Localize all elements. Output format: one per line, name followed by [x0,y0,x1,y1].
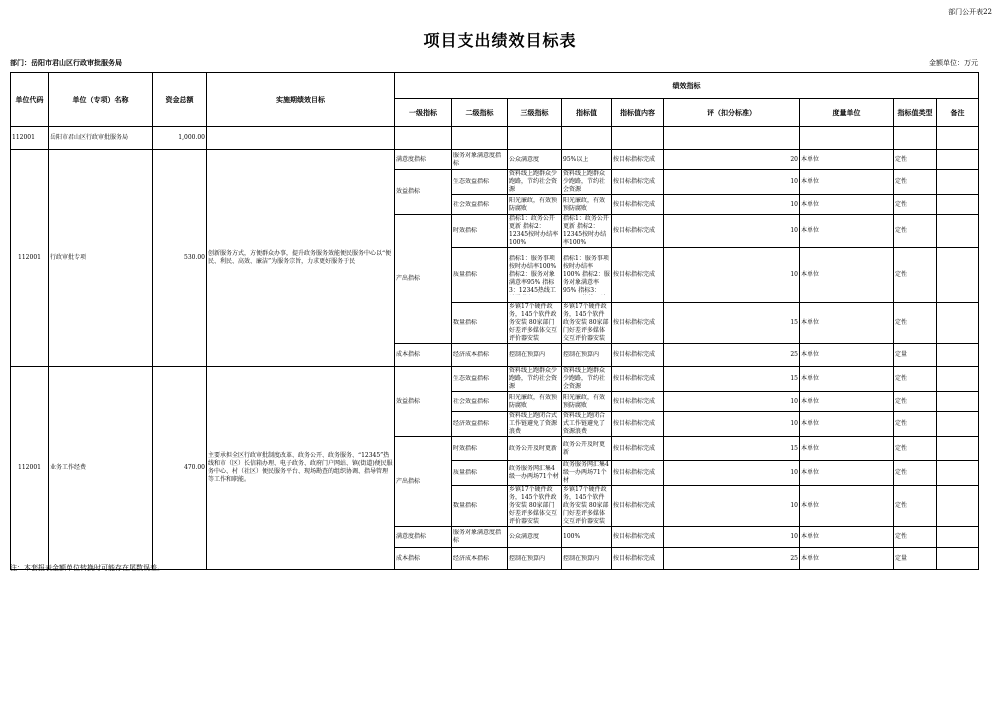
summary-code: 112001 [11,127,49,150]
indicator-level3 [508,461,562,486]
indicator-value [562,486,612,527]
indicator-remark [937,548,979,570]
indicator-measure: 本单位 [800,461,894,486]
indicator-score: 25 [664,344,800,367]
project-name: 行政审批专项 [49,150,153,367]
indicator-level2-text: 社会效益指标 [453,397,490,405]
indicator-level3-text: 政务服务网汇集4级一办两场71个材 [509,465,559,480]
indicator-type: 定性 [894,303,937,344]
indicator-remark [937,437,979,461]
indicator-content: 按目标指标完成 [612,367,664,392]
project-target: 创新服务方式，方便群众办事，提升政务服务效能便民服务中心以“便民、利民、高效、廉洁”为服务宗旨，力求更好服务于民 [207,150,395,367]
indicator-level2-text: 生态效益指标 [453,375,490,382]
indicator-value [562,548,612,570]
indicator-value [562,248,612,303]
page-title: 项目支出绩效目标表 [423,31,577,50]
indicator-measure: 本单位 [800,344,894,367]
indicator-level2 [452,437,508,461]
indicator-level3-text: 乡镇17个硬件政务，145个软件政务安装 80家部门好差评多媒体交互评价器安装 [509,303,558,342]
indicator-level2-text: 质量指标 [453,271,478,278]
indicator-level2 [452,461,508,486]
indicator-content: 按目标指标完成 [612,412,664,437]
indicator-level3-text: 指标1：服务事项按时办结率100% 指标2：服务对象满意率95% 指标3：12345热线工 [509,255,557,294]
project-amount: 530.00 [153,150,207,367]
indicator-measure: 本单位 [800,437,894,461]
indicator-score: 20 [664,150,800,170]
indicator-level2-text: 质量指标 [453,469,478,476]
indicator-remark [937,461,979,486]
indicator-level2-text: 生态效益指标 [453,178,490,185]
indicator-content: 按目标指标完成 [612,303,664,344]
indicator-level2 [452,548,508,570]
indicator-level3 [508,486,562,527]
indicator-type: 定性 [894,195,937,215]
indicator-value [562,412,612,437]
indicator-level3 [508,215,562,248]
indicator-value [562,527,612,548]
indicator-level2-text: 社会效益指标 [453,200,490,208]
indicator-level2-text: 经济效益指标 [453,420,490,427]
header-score: 评（扣分标准） [664,99,800,127]
indicator-value-text: 指标1：政务公开更新 指标2：12345按时办结率100% [563,215,609,246]
indicator-content: 按目标指标完成 [612,248,664,303]
project-code: 112001 [11,367,49,570]
indicator-score: 10 [664,392,800,412]
indicator-level2-text: 时效指标 [453,444,478,452]
indicator-type: 定性 [894,412,937,437]
indicator-level1: 产出指标 [395,215,452,344]
indicator-level2 [452,150,508,170]
indicator-content: 按目标指标完成 [612,392,664,412]
indicator-type: 定性 [894,527,937,548]
header-unit-code: 单位代码 [11,73,49,127]
indicator-content: 按目标指标完成 [612,150,664,170]
indicator-content: 按目标指标完成 [612,344,664,367]
indicator-value-text: 资料线上跑闭合式工作链避免了资源浪费 [563,412,606,435]
header-remark: 备注 [937,99,979,127]
indicator-value-text: 乡镇17个硬件政务，145个软件政务安装 80家部门好差评多媒体交互评价器安装 [563,303,609,342]
indicator-measure: 本单位 [800,248,894,303]
header-lvl2: 二级指标 [452,99,508,127]
indicator-level2-text: 服务对象满意度指标 [453,151,502,167]
indicator-value-text: 95%以上 [563,155,589,163]
indicator-measure: 本单位 [800,170,894,195]
indicator-content: 按目标指标完成 [612,195,664,215]
indicator-level3 [508,412,562,437]
indicator-type: 定性 [894,248,937,303]
indicator-level1: 效益指标 [395,367,452,437]
summary-name: 岳阳市君山区行政审批服务局 [49,127,153,150]
indicator-level3-text: 资料线上跑闭合式工作链避免了资源浪费 [509,412,558,435]
indicator-measure: 本单位 [800,367,894,392]
indicator-type: 定性 [894,150,937,170]
indicator-score: 15 [664,437,800,461]
indicator-measure: 本单位 [800,527,894,548]
indicator-score: 15 [664,303,800,344]
indicator-remark [937,170,979,195]
indicator-value [562,150,612,170]
indicator-content: 按目标指标完成 [612,215,664,248]
indicator-score: 10 [664,527,800,548]
header-lvl3: 三级指标 [508,99,562,127]
indicator-level3-text: 政务公开及时更新 [509,444,558,452]
indicator-remark [937,150,979,170]
indicator-level3-text: 乡镇17个硬件政务，145个软件政务安装 80家部门好差评多媒体交互评价器安装 [509,486,558,525]
indicator-level2 [452,170,508,195]
indicator-level2 [452,527,508,548]
report-number: 部门公开表22 [948,8,992,16]
indicator-content: 按目标指标完成 [612,437,664,461]
indicator-row [11,367,979,392]
indicator-level2 [452,392,508,412]
indicator-type: 定性 [894,461,937,486]
indicator-value-text: 阳光廉政，有效预防腐败 [563,393,606,409]
indicator-value [562,344,612,367]
indicator-value [562,437,612,461]
indicator-content: 按目标指标完成 [612,170,664,195]
indicator-value [562,303,612,344]
indicator-level3-text: 资料线上跑群众少跑路，节约社会资源 [509,367,558,390]
indicator-value [562,392,612,412]
header-unit-name: 单位（专项）名称 [49,73,153,127]
indicator-level2 [452,486,508,527]
indicator-type: 定性 [894,215,937,248]
indicator-score: 25 [664,548,800,570]
amount-unit-label: 金额单位：万元 [929,59,978,67]
indicator-value-text: 资料线上跑群众少跑路，节约社会资源 [563,170,606,193]
project-amount: 470.00 [153,367,207,570]
indicator-measure: 本单位 [800,195,894,215]
indicator-level3 [508,437,562,461]
indicator-level3-text: 资料线上跑群众少跑路，节约社会资源 [509,170,558,193]
indicator-level3-text: 控制在预算内 [509,351,546,358]
indicator-level3 [508,344,562,367]
indicator-remark [937,344,979,367]
indicator-remark [937,367,979,392]
indicator-level3-text: 公众满意度 [509,155,540,163]
project-code: 112001 [11,150,49,367]
indicator-level2 [452,303,508,344]
indicator-content: 按目标指标完成 [612,461,664,486]
indicator-measure: 本单位 [800,215,894,248]
indicator-type: 定性 [894,367,937,392]
indicator-value [562,195,612,215]
indicator-value-text: 乡镇17个硬件政务，145个软件政务安装 80家部门好差评多媒体交互评价器安装 [563,486,609,525]
summary-amount: 1,000.00 [153,127,207,150]
indicator-remark [937,215,979,248]
header-content: 指标值内容 [612,99,664,127]
header-target: 实施期绩效目标 [207,73,395,127]
indicator-level3 [508,392,562,412]
indicator-value-text: 控制在预算内 [563,351,600,358]
header-lvl1: 一级指标 [395,99,452,127]
header-measure: 度量单位 [800,99,894,127]
indicator-value [562,461,612,486]
indicator-level3 [508,195,562,215]
indicator-score: 10 [664,195,800,215]
indicator-score: 10 [664,486,800,527]
indicator-value [562,215,612,248]
indicator-score: 10 [664,248,800,303]
indicator-score: 10 [664,412,800,437]
indicator-remark [937,392,979,412]
indicator-level2 [452,195,508,215]
indicator-type: 定性 [894,392,937,412]
indicator-value-text: 资料线上跑群众少跑路，节约社会资源 [563,367,606,390]
indicator-value [562,367,612,392]
indicator-type: 定性 [894,170,937,195]
indicator-level1: 满意度指标 [395,527,452,548]
indicator-level3 [508,248,562,303]
footnote: 注：本套报表金额单位转换时可能存在尾数误差。 [10,564,164,572]
indicator-level2-text: 数量指标 [453,502,478,509]
indicator-level2 [452,367,508,392]
indicator-remark [937,486,979,527]
department-label: 部门：岳阳市君山区行政审批服务局 [10,58,122,67]
indicator-level2-text: 经济成本指标 [453,351,490,358]
indicator-type: 定性 [894,486,937,527]
indicator-measure: 本单位 [800,486,894,527]
indicator-level3 [508,548,562,570]
header-type: 指标值类型 [894,99,937,127]
indicator-value-text: 政务公开及时更新 [563,440,606,456]
summary-row [11,127,979,150]
indicator-score: 10 [664,215,800,248]
indicator-level2 [452,344,508,367]
indicator-measure: 本单位 [800,412,894,437]
header-total-funds: 资金总额 [153,73,207,127]
header-value: 指标值 [562,99,612,127]
indicator-level3 [508,170,562,195]
indicator-level3 [508,527,562,548]
indicator-level2 [452,412,508,437]
indicator-level1: 满意度指标 [395,150,452,170]
indicator-level3-text: 控制在预算内 [509,554,546,562]
indicator-value-text: 100% [563,533,581,540]
project-target: 主要承担全区行政审批制度改革、政务公开、政务服务、“12345”热线和市（区）长信箱办理、电子政务、政府门户网站、镇(街道)便民服务中心、村（社区）便民服务平台、现场勘查的组织协调、指导管理等工作和职能。 [207,367,395,570]
indicator-score: 15 [664,367,800,392]
indicator-measure: 本单位 [800,303,894,344]
indicator-remark [937,527,979,548]
indicator-level2-text: 经济成本指标 [453,554,490,562]
project-name: 业务工作经费 [49,367,153,570]
indicator-type: 定性 [894,437,937,461]
indicator-level1: 效益指标 [395,170,452,215]
indicator-level2-text: 时效指标 [453,227,478,234]
indicator-level3-text: 阳光廉政，有效预防腐败 [509,393,558,409]
indicator-level3 [508,303,562,344]
indicator-level2-text: 数量指标 [453,319,478,326]
indicator-level1: 成本指标 [395,344,452,367]
indicator-level2-text: 服务对象满意度指标 [453,529,502,544]
indicator-row [11,150,979,170]
indicator-measure: 本单位 [800,150,894,170]
indicator-value-text: 指标1：服务事项按时办结率100% 指标2：服务对象满意率95% 指标3： [563,255,610,294]
indicator-level3-text: 指标1：政务公开更新 指标2：12345按时办结率100% [509,215,559,246]
indicator-measure: 本单位 [800,392,894,412]
indicator-level3 [508,150,562,170]
indicator-type: 定量 [894,548,937,570]
indicator-level1: 产出指标 [395,437,452,527]
indicator-score: 10 [664,461,800,486]
indicator-score: 10 [664,170,800,195]
indicator-measure: 本单位 [800,548,894,570]
indicator-remark [937,248,979,303]
header-indicators: 绩效指标 [395,73,979,99]
indicator-value-text: 政务服务网汇集4级一办两场71个材 [563,461,609,484]
indicator-level3-text: 公众满意度 [509,533,540,540]
indicator-level3-text: 阳光廉政，有效预防腐败 [509,196,558,212]
indicator-content: 按目标指标完成 [612,486,664,527]
indicator-content: 按目标指标完成 [612,527,664,548]
indicator-value-text: 控制在预算内 [563,554,600,562]
indicator-remark [937,195,979,215]
indicator-value [562,170,612,195]
indicator-remark [937,303,979,344]
indicator-value-text: 阳光廉政，有效预防腐败 [563,196,606,212]
indicator-remark [937,412,979,437]
indicator-type: 定量 [894,344,937,367]
indicator-level2 [452,215,508,248]
indicator-level1: 成本指标 [395,548,452,570]
performance-target-table [10,72,979,570]
indicator-level2 [452,248,508,303]
indicator-content: 按目标指标完成 [612,548,664,570]
indicator-level3 [508,367,562,392]
